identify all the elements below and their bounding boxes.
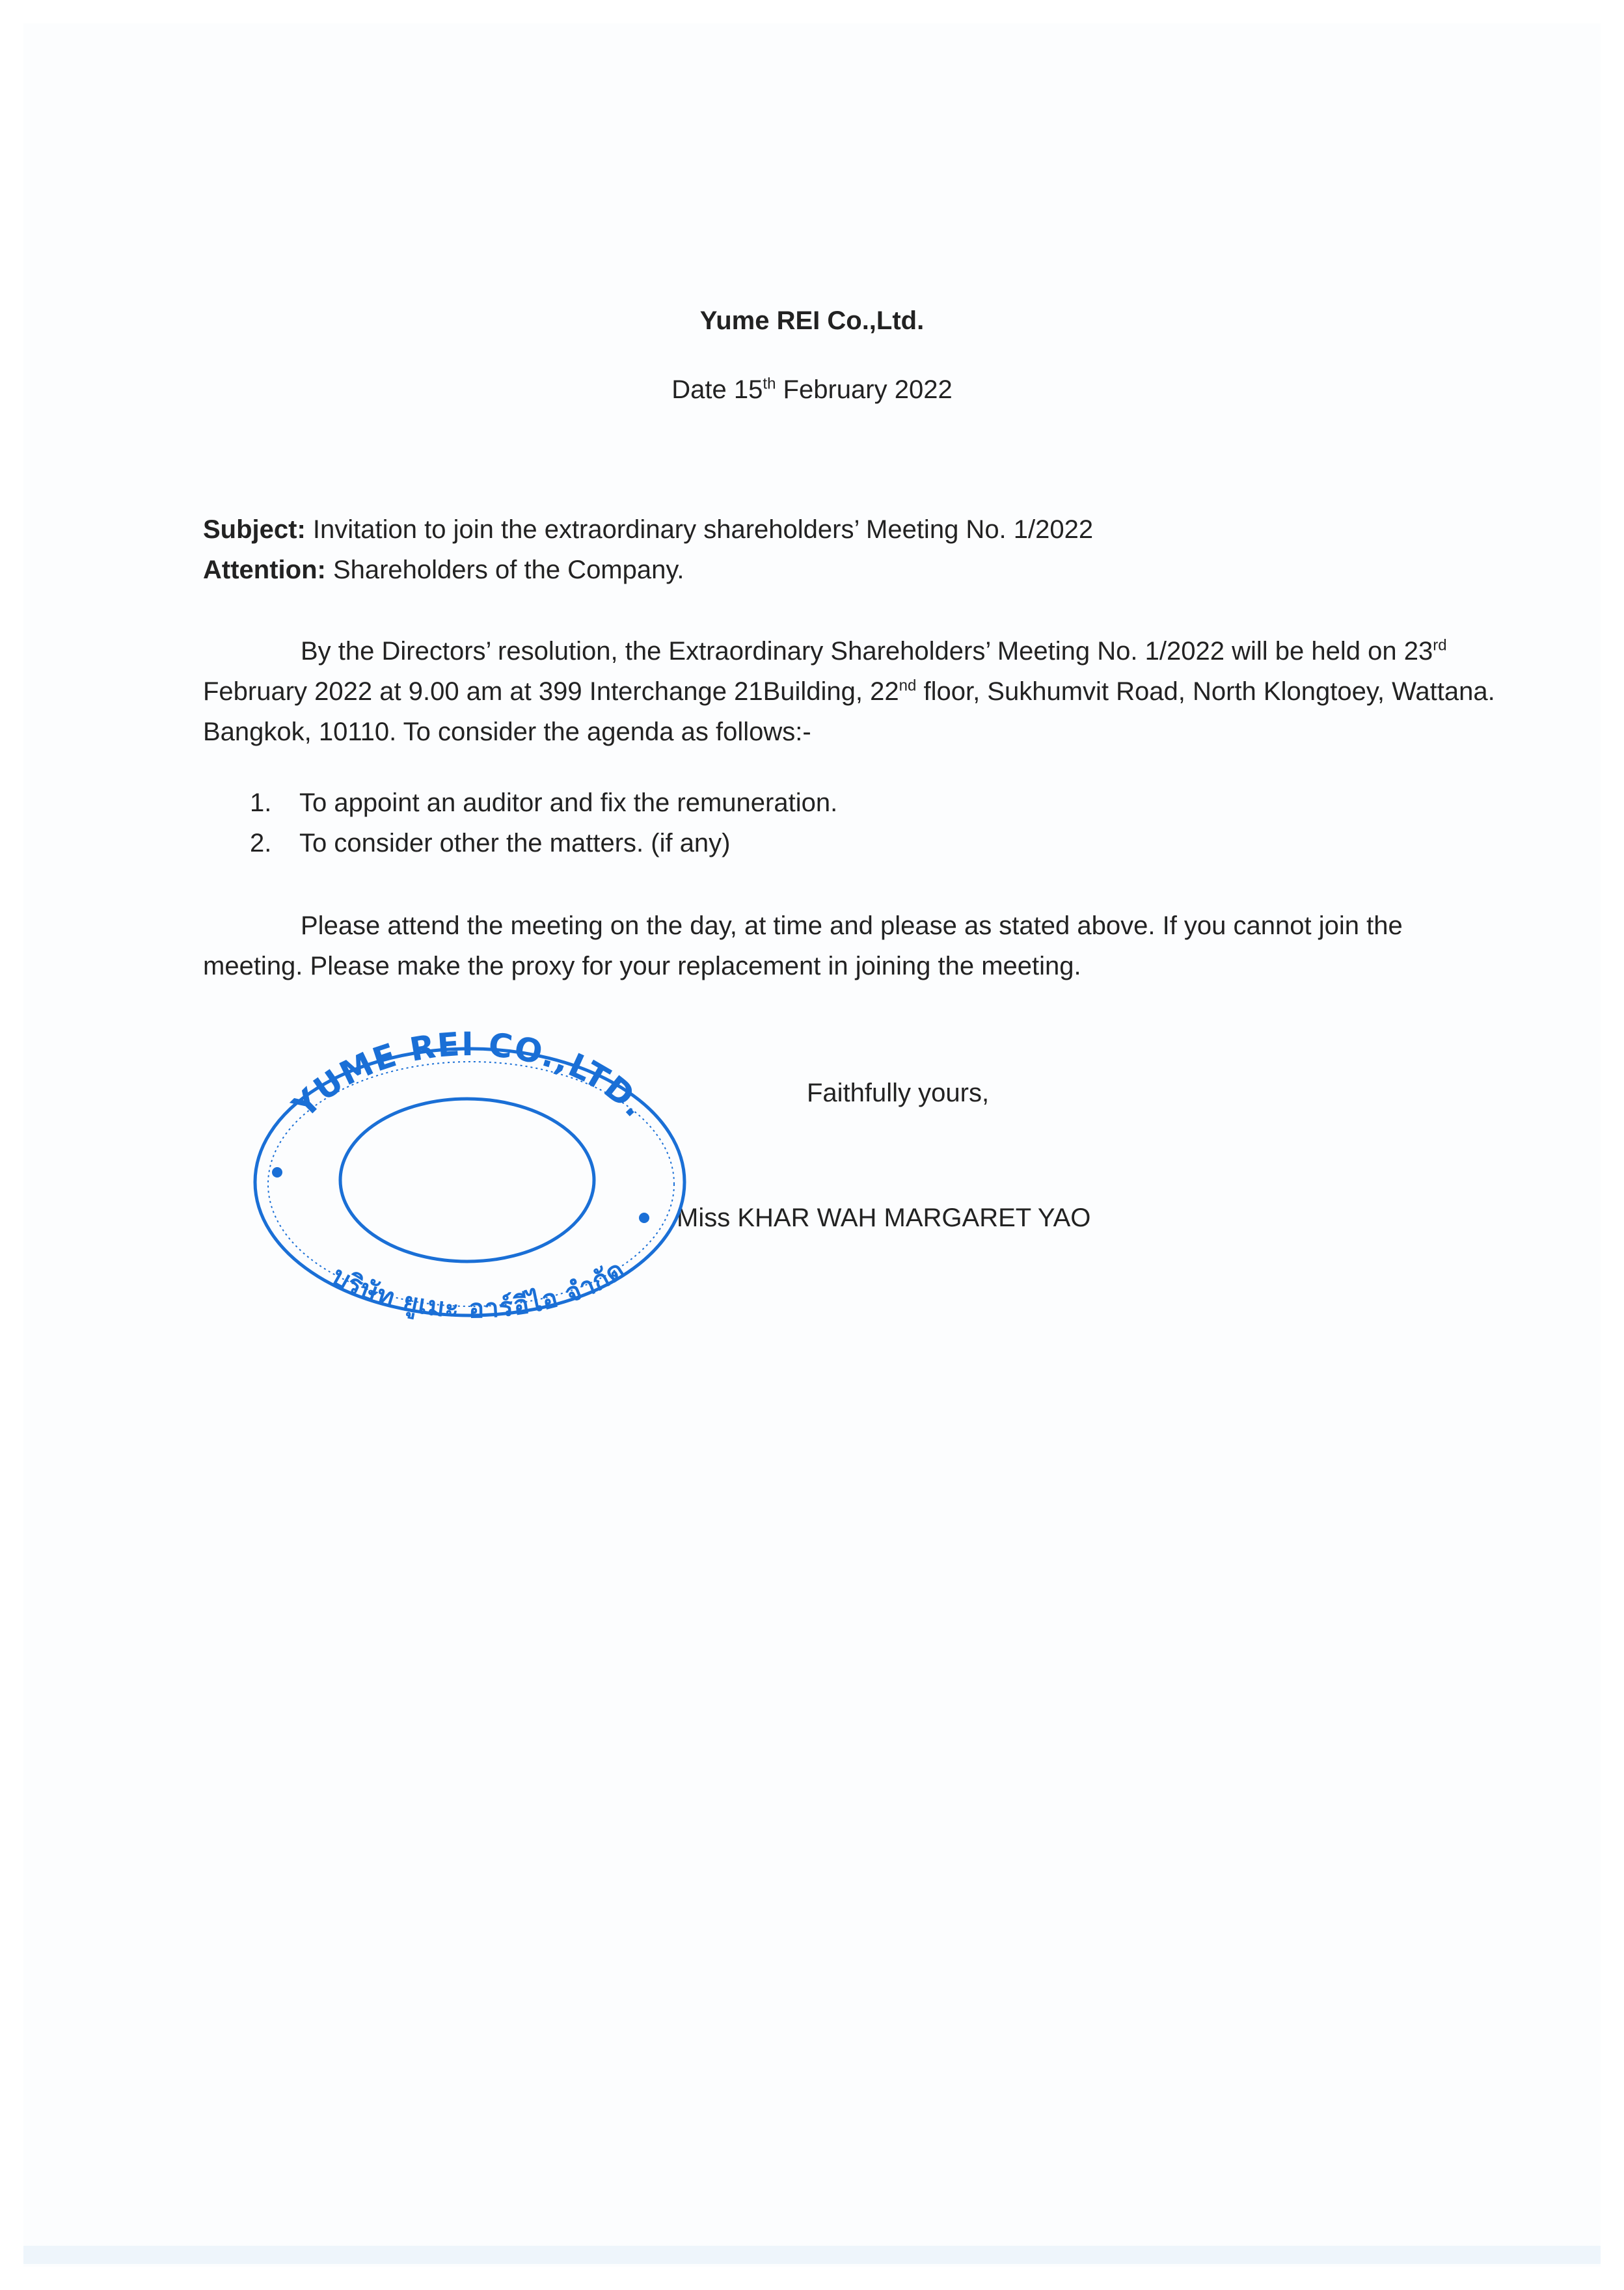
attention-text: Shareholders of the Company.: [325, 556, 684, 584]
stamp-text-top: YUME REI CO.,LTD.: [285, 1029, 655, 1125]
subject-text: Invitation to join the extraordinary shareholders’ Meeting No. 1/2022: [305, 515, 1094, 544]
company-title: Yume REI Co.,Ltd.: [699, 306, 925, 335]
signatory-name: Miss KHAR WAH MARGARET YAO: [677, 1204, 1091, 1232]
company-seal-stamp: [242, 1029, 697, 1341]
attention-label: Attention:: [203, 556, 326, 584]
subject-line: [203, 510, 1093, 549]
svg-text:บริษัท ยูเมะ อาร์อีไอ จำกัด: [327, 1254, 630, 1324]
agenda-item: 1. To appoint an auditor and fix the remuneration.: [250, 788, 838, 817]
letter-date: Date 15th February 2022: [671, 375, 953, 404]
agenda-item: 2. To consider other the matters. (if any): [250, 829, 731, 857]
attendance-paragraph: Please attend the meeting on the day, at time and please as stated above. If you cannot join the meeting. Please make the proxy for your replacement in joining the meeting.: [203, 911, 1403, 980]
meeting-details-paragraph: By the Directors’ resolution, the Extraordinary Shareholders’ Meeting No. 1/2022 will be held on 23rd February 2022 at 9.00 am at 399 Interchange 21Building, 22nd floor, Sukhumvit Road, North Klongtoey, Wattana. Bangkok, 10110. To consider the agenda as follows:-: [203, 636, 1495, 746]
attention-line: [203, 550, 684, 589]
scan-edge-strip: [23, 2246, 1601, 2264]
closing-text: Faithfully yours,: [807, 1079, 990, 1107]
subject-label: Subject:: [203, 515, 306, 544]
stamp-text-bottom: บริษัท ยูเมะ อาร์อีไอ จำกัด: [327, 1254, 630, 1325]
svg-text:YUME REI CO.,LTD.: [285, 1029, 655, 1125]
